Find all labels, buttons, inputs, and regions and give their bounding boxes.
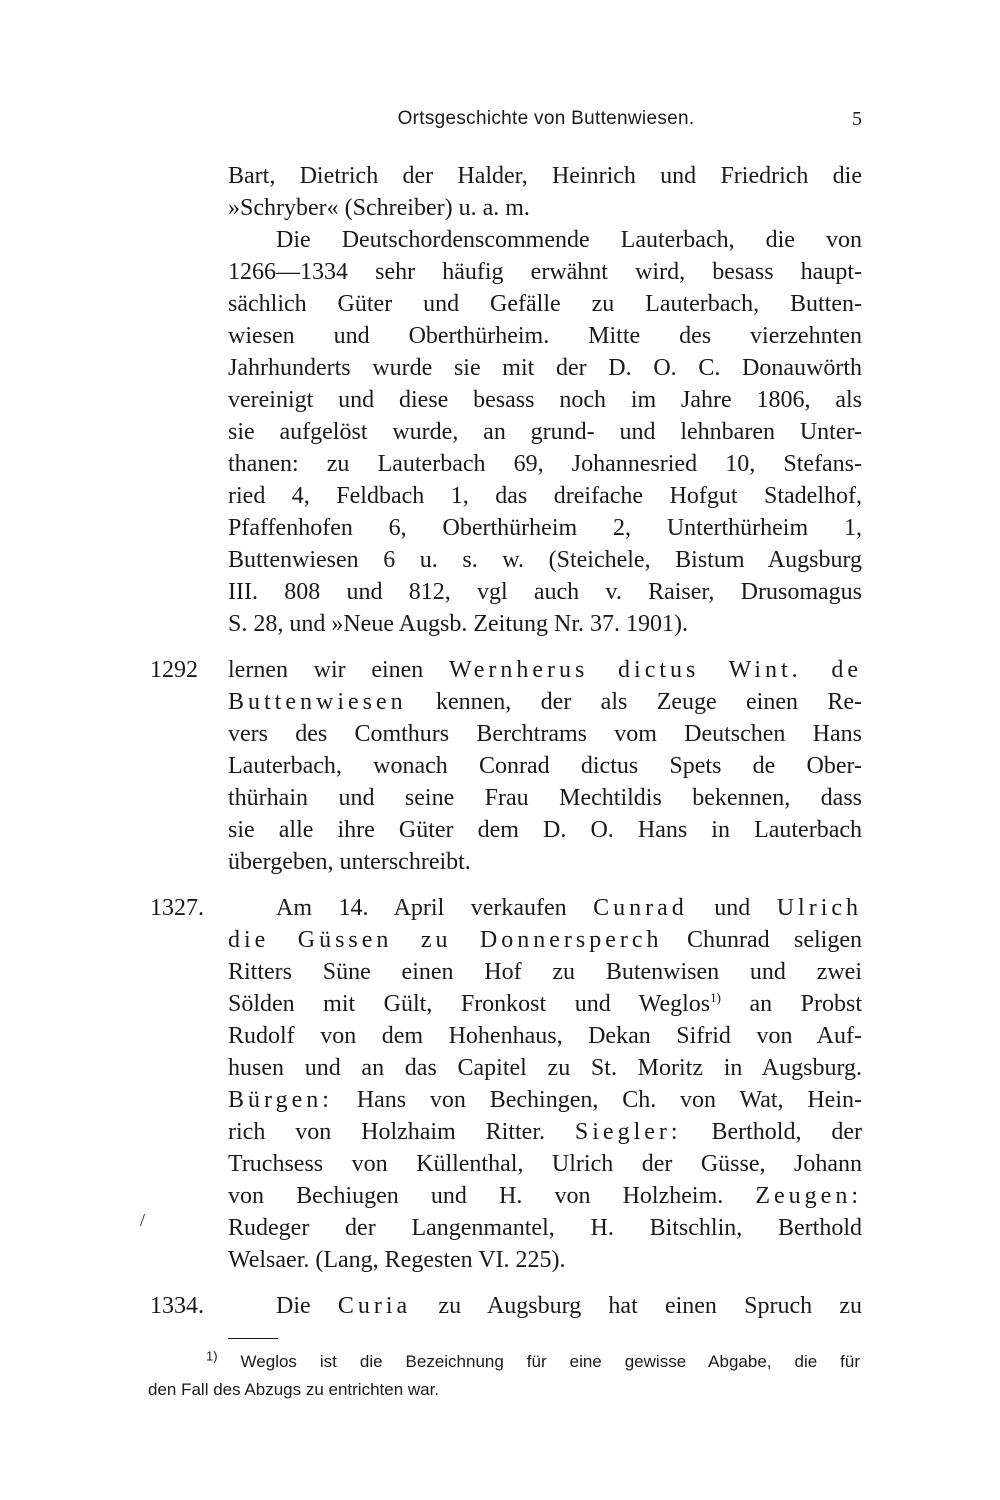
text-line: Jahrhunderts wurde sie mit der D. O. C. Donauwörth <box>228 355 862 381</box>
footnote-line: den Fall des Abzugs zu entrichten war. <box>148 1380 440 1399</box>
spaced-label: Bürgen: <box>228 1087 333 1113</box>
text-line: Bürgen: Hans von Bechingen, Ch. von Wat, Hein- <box>228 1087 862 1113</box>
footnote-divider <box>228 1338 278 1339</box>
page-number: 5 <box>852 108 862 130</box>
text-line: Welsaer. (Lang, Regesten VI. 225). <box>228 1247 566 1273</box>
running-header <box>230 108 862 138</box>
text-line: rich von Holzhaim Ritter. Siegler: Berthold, der <box>228 1119 863 1145</box>
footnote-line: $^{1)}$ Weglos ist die Bezeichnung für eine gewisse Abgabe, die für <box>206 1348 860 1371</box>
text-line: lernen wir einen Wernherus dictus Wint. de <box>228 657 862 683</box>
text-line: Truchsess von Küllenthal, Ulrich der Güsse, Johann <box>228 1151 862 1177</box>
spaced-name: die Güssen zu Donnersperch <box>228 927 663 953</box>
spaced-label: Zeugen: <box>755 1183 862 1209</box>
text-line: die Güssen zu Donnersperch Chunrad seligen <box>228 927 862 953</box>
text-line: III. 808 und 812, vgl auch v. Raiser, Drusomagus <box>228 579 862 605</box>
text-line: thanen: zu Lauterbach 69, Johannesried 10, Stefans- <box>228 451 862 477</box>
entry-1334 <box>150 1290 863 1322</box>
text-line: Die Deutschordenscommende Lauterbach, die von <box>276 227 862 253</box>
text-line: Buttenwiesen 6 u. s. w. (Steichele, Bistum Augsburg <box>228 547 862 573</box>
spaced-name: Buttenwiesen <box>228 689 407 715</box>
text-line: sächlich Güter und Gefälle zu Lauterbach, Butten- <box>228 291 862 317</box>
text-line: Bart, Dietrich der Halder, Heinrich und Friedrich die <box>228 163 862 189</box>
footnotes <box>148 1348 860 1404</box>
text-line: wiesen und Oberthürheim. Mitte des vierzehnten <box>228 323 862 349</box>
text-line: Rudeger der Langenmantel, H. Bitschlin, Berthold <box>228 1215 862 1241</box>
text-line: Sölden mit Gült, Fronkost und Weglos$^{1)}$ an Probst <box>228 990 862 1017</box>
text-line: sie alle ihre Güter dem D. O. Hans in Lauterbach <box>228 817 862 843</box>
text-line: vereinigt und diese besass noch im Jahre 1806, als <box>228 387 862 413</box>
running-title: Ortsgeschichte von Buttenwiesen. <box>397 108 695 129</box>
text-line: von Bechiugen und H. von Holzheim. Zeugen: <box>228 1183 862 1209</box>
main-text <box>150 160 863 1322</box>
margin-mark: / <box>140 1210 146 1230</box>
text-line: Am 14. April verkaufen Cunrad und Ulrich <box>276 895 863 921</box>
year-label: 1327. <box>150 895 204 921</box>
entry-1327 <box>150 892 863 1276</box>
spaced-name: Ulrich <box>776 895 863 921</box>
text-line: Die Curia zu Augsburg hat einen Spruch zu <box>276 1293 863 1319</box>
text-line: husen und an das Capitel zu St. Moritz in Augsburg. <box>228 1055 862 1081</box>
year-label: 1334. <box>150 1293 204 1319</box>
text-line: thürhain und seine Frau Mechtildis bekennen, dass <box>228 785 862 811</box>
text-line: S. 28, und »Neue Augsb. Zeitung Nr. 37. 1901). <box>228 611 688 637</box>
text-line: übergeben, unterschreibt. <box>228 849 471 875</box>
text-line: ried 4, Feldbach 1, das dreifache Hofgut Stadelhof, <box>228 483 862 509</box>
text-line: Buttenwiesen kennen, der als Zeuge einen Re- <box>228 689 862 715</box>
text-line: vers des Comthurs Berchtrams vom Deutschen Hans <box>228 721 862 747</box>
text-line: 1266—1334 sehr häufig erwähnt wird, besass haupt- <box>228 259 862 285</box>
text-line: sie aufgelöst wurde, an grund- und lehnbaren Unter- <box>228 419 862 445</box>
year-label: 1292 <box>150 657 198 683</box>
spaced-name: Cunrad <box>593 895 688 921</box>
spaced-name: Wernherus dictus Wint. de <box>449 657 862 683</box>
text-line: Ritters Süne einen Hof zu Butenwisen und zwei <box>228 959 862 985</box>
footnote-ref: 1) <box>710 990 721 1005</box>
text-line: Lauterbach, wonach Conrad dictus Spets de Ober- <box>228 753 862 779</box>
footnote-marker: 1) <box>206 1348 218 1364</box>
spaced-label: Siegler: <box>574 1119 682 1145</box>
text-line: Rudolf von dem Hohenhaus, Dekan Sifrid von Auf- <box>228 1023 862 1049</box>
spaced-name: Curia <box>337 1293 412 1319</box>
text-line: »Schryber« (Schreiber) u. a. m. <box>228 195 530 221</box>
entry-1292 <box>150 654 862 878</box>
text-line: Pfaffenhofen 6, Oberthürheim 2, Unterthürheim 1, <box>228 515 862 541</box>
